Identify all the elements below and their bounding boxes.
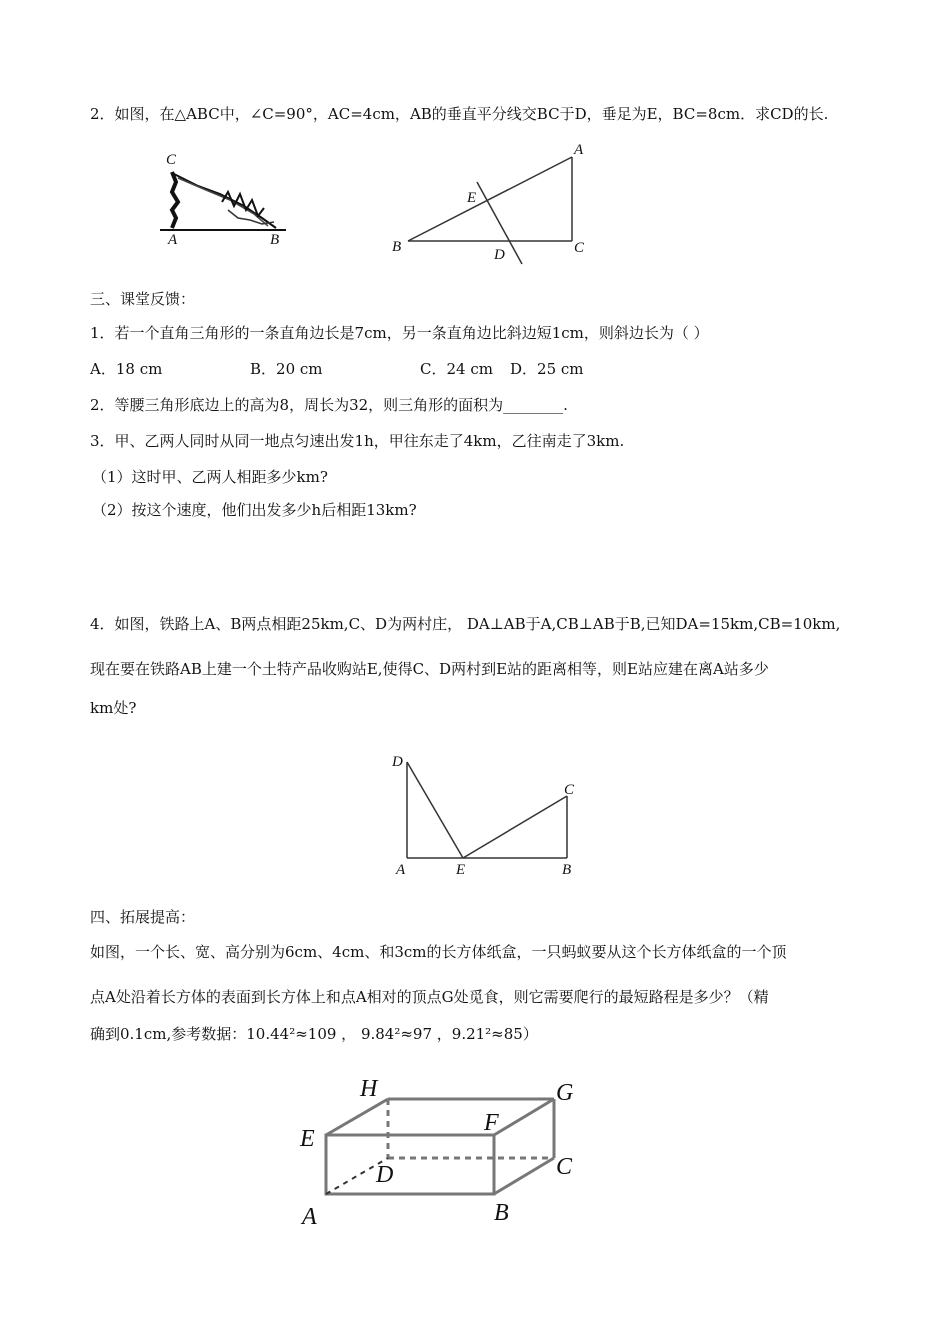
cuboid-label-c: C (556, 1154, 573, 1180)
railway-label-c: C (564, 782, 575, 798)
s3-question-4-line2: 现在要在铁路AB上建一个土特产品收购站E,使得C、D两村到E站的距离相等，则E站应建在离A站多少 (90, 660, 769, 678)
s3-question-4-line1: 4．如图，铁路上A、B两点相距25km,C、D为两村庄， DA⊥AB于A,CB⊥AB于B,已知DA=15km,CB=10km, (90, 615, 841, 633)
railway-label-a: A (396, 862, 406, 878)
s3-question-4-line3: km处? (90, 699, 137, 717)
s3-question-3-sub2: （2）按这个速度，他们出发多少h后相距13km? (92, 501, 417, 519)
cuboid-label-a: A (302, 1204, 317, 1230)
cuboid-label-f: F (484, 1110, 499, 1136)
railway-figure (390, 748, 590, 883)
cuboid-label-h: H (360, 1076, 378, 1102)
triangle-label-d: D (494, 247, 505, 263)
option-d: D．25 cm (510, 360, 584, 378)
s4-text-line1: 如图，一个长、宽、高分别为6cm、4cm、和3cm的长方体纸盒，一只蚂蚁要从这个长方体纸盒的一个顶 (90, 943, 787, 961)
s4-text-line3: 确到0.1cm,参考数据：10.44²≈109 ， 9.84²≈97 ，9.21²≈85） (90, 1025, 538, 1043)
cuboid-label-g: G (556, 1080, 574, 1106)
section-3-title: 三、课堂反馈： (90, 290, 196, 308)
cuboid-label-b: B (494, 1200, 509, 1226)
cuboid-figure (298, 1072, 598, 1242)
sketch-label-b: B (270, 232, 280, 248)
railway-label-e: E (456, 862, 466, 878)
s4-text-line2: 点A处沿着长方体的表面到长方体上和点A相对的顶点G处觅食，则它需要爬行的最短路程是多少？（精 (90, 988, 769, 1006)
s3-question-2-text: 2．等腰三角形底边上的高为8，周长为32，则三角形的面积为________. (90, 396, 568, 414)
sketch-label-a: A (168, 232, 178, 248)
triangle-figure (390, 140, 600, 270)
question-2-text: 2．如图，在△ABC中，∠C=90°，AC=4cm，AB的垂直平分线交BC于D，垂足为E，BC=8cm．求CD的长. (90, 105, 829, 123)
railway-label-d: D (392, 754, 403, 770)
cuboid-label-e: E (300, 1126, 315, 1152)
triangle-label-b: B (392, 239, 402, 255)
option-c: C．24 cm (420, 360, 493, 378)
s3-question-1-text: 1．若一个直角三角形的一条直角边长是7cm，另一条直角边比斜边短1cm，则斜边长为（ ） (90, 324, 709, 342)
cuboid-label-d: D (376, 1162, 394, 1188)
section-4-title: 四、拓展提高： (90, 908, 196, 926)
triangle-label-a: A (574, 142, 584, 158)
option-b: B．20 cm (250, 360, 323, 378)
triangle-label-e: E (467, 190, 477, 206)
railway-label-b: B (562, 862, 572, 878)
s3-question-3-sub1: （1）这时甲、乙两人相距多少km? (92, 468, 328, 486)
sketch-label-c: C (166, 152, 177, 168)
triangle-label-c: C (574, 240, 585, 256)
sketch-figure (158, 148, 298, 248)
s3-question-3-text: 3．甲、乙两人同时从同一地点匀速出发1h，甲往东走了4km，乙往南走了3km. (90, 432, 625, 450)
option-a: A．18 cm (90, 360, 163, 378)
